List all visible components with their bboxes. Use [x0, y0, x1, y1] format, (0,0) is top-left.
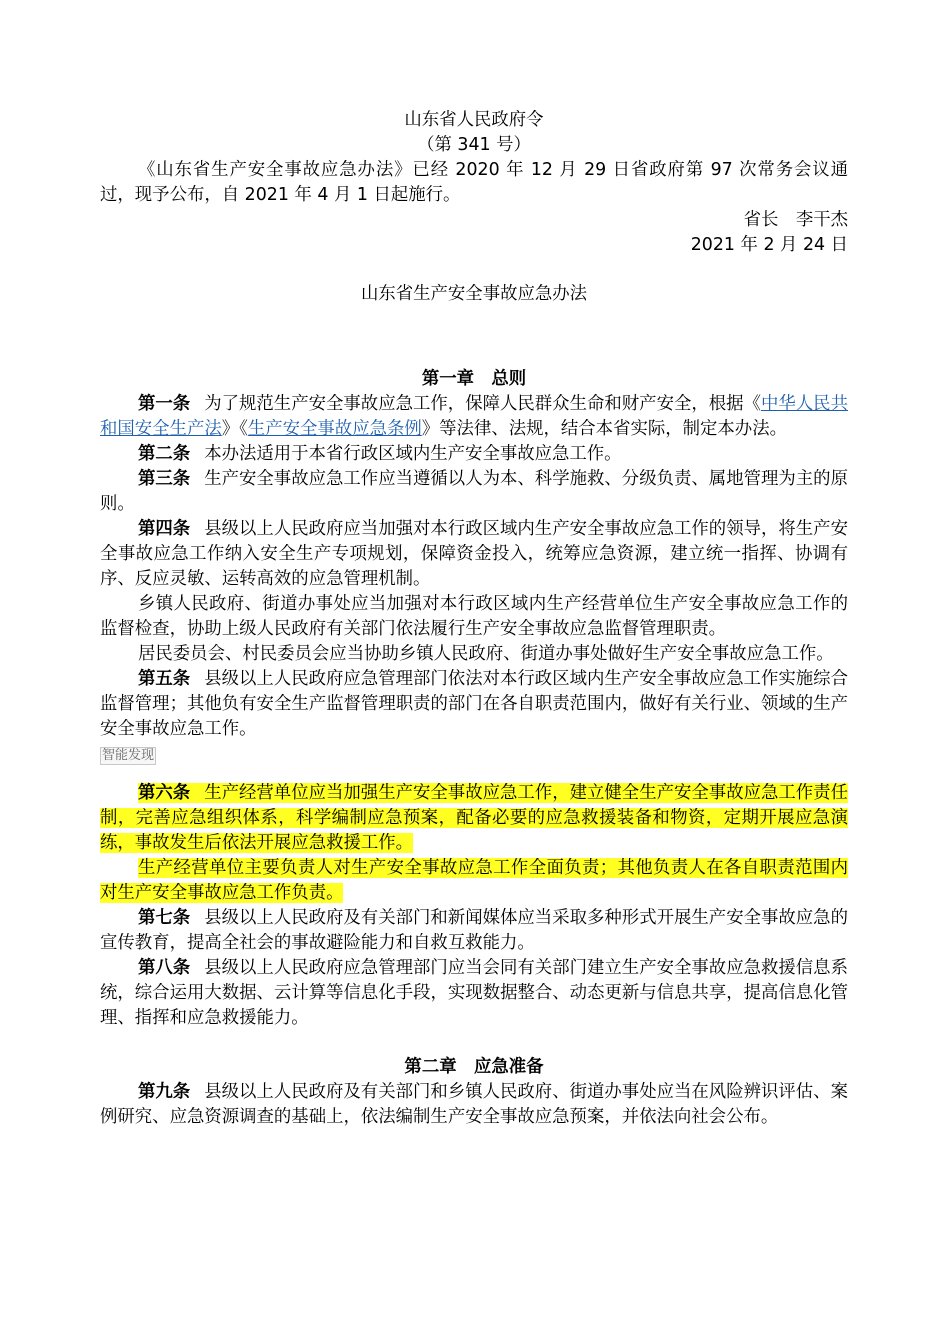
signature: 省长 李干杰 [743, 210, 848, 230]
smart-discovery-tag[interactable]: 智能发现 [102, 748, 155, 763]
article-label: 第四条 [138, 519, 191, 539]
article-label: 第三条 [138, 469, 191, 489]
link-emergency-regulations[interactable]: 生产安全事故应急条例 [247, 419, 422, 439]
article-1: 第一条 为了规范生产安全事故应急工作，保障人民群众生命和财产安全，根据《中华人民共和国安全生产法》《生产安全事故应急条例》等法律、法规，结合本省实际，制定本办法。 [100, 394, 848, 439]
document-page [100, 108, 848, 1130]
order-number: （第 341 号） [417, 135, 531, 155]
chapter-2-heading: 第二章 应急准备 [404, 1057, 544, 1077]
article-4-paragraph-3: 居民委员会、村民委员会应当协助乡镇人民政府、街道办事处做好生产安全事故应急工作。 [138, 644, 834, 664]
article-6 [100, 781, 848, 856]
article-label: 第六条 [138, 783, 191, 803]
order-title: 山东省人民政府令 [404, 110, 544, 130]
article-label: 第八条 [138, 958, 191, 978]
signing-date: 2021 年 2 月 24 日 [690, 235, 848, 255]
link-work-safety-law[interactable]: 中华人民共和国安全生产法 [100, 394, 848, 439]
article-8: 第八条 县级以上人民政府应急管理部门应当会同有关部门建立生产安全事故应急救援信息系统，综合运用大数据、云计算等信息化手段，实现数据整合、动态更新与信息共享，提高信息化管理、指挥和应急救援能力。 [100, 958, 848, 1028]
article-6-paragraph-2 [100, 856, 848, 906]
article-label: 第七条 [138, 908, 191, 928]
highlighted-text: 第六条 生产经营单位应当加强生产安全事故应急工作，建立健全生产安全事故应急工作责任制，完善应急组织体系，科学编制应急预案，配备必要的应急救援装备和物资，定期开展应急演练，事故发生后依法开展应急救援工作。 [100, 783, 848, 853]
article-label: 第九条 [138, 1082, 191, 1102]
article-5: 第五条 县级以上人民政府应急管理部门依法对本行政区域内生产安全事故应急工作实施综合监督管理；其他负有安全生产监督管理职责的部门在各自职责范围内，做好有关行业、领域的生产安全事故应急工作。 [100, 669, 848, 739]
article-9: 第九条 县级以上人民政府及有关部门和乡镇人民政府、街道办事处应当在风险辨识评估、案例研究、应急资源调查的基础上，依法编制生产安全事故应急预案，并依法向社会公布。 [100, 1082, 848, 1127]
article-4-paragraph-2: 乡镇人民政府、街道办事处应当加强对本行政区域内生产经营单位生产安全事故应急工作的监督检查，协助上级人民政府有关部门依法履行生产安全事故应急监督管理职责。 [100, 594, 848, 639]
article-7: 第七条 县级以上人民政府及有关部门和新闻媒体应当采取多种形式开展生产安全事故应急的宣传教育，提高全社会的事故避险能力和自救互救能力。 [100, 908, 848, 953]
chapter-1-heading: 第一章 总则 [421, 369, 527, 389]
article-label: 第二条 [138, 444, 191, 464]
article-3: 第三条 生产安全事故应急工作应当遵循以人为本、科学施救、分级负责、属地管理为主的原则。 [100, 469, 848, 514]
document-title: 山东省生产安全事故应急办法 [360, 284, 588, 304]
promulgation-text: 《山东省生产安全事故应急办法》已经 2020 年 12 月 29 日省政府第 97 次常务会议通过，现予公布，自 2021 年 4 月 1 日起施行。 [100, 160, 848, 205]
article-4: 第四条 县级以上人民政府应当加强对本行政区域内生产安全事故应急工作的领导，将生产安全事故应急工作纳入安全生产专项规划，保障资金投入，统筹应急资源，建立统一指挥、协调有序、反应灵敏、运转高效的应急管理机制。 [100, 519, 848, 589]
article-2: 第二条 本办法适用于本省行政区域内生产安全事故应急工作。 [138, 444, 622, 464]
article-label: 第一条 [138, 394, 191, 414]
article-label: 第五条 [138, 669, 191, 689]
highlighted-text: 生产经营单位主要负责人对生产安全事故应急工作全面负责；其他负责人在各自职责范围内对生产安全事故应急工作负责。 [100, 858, 848, 903]
